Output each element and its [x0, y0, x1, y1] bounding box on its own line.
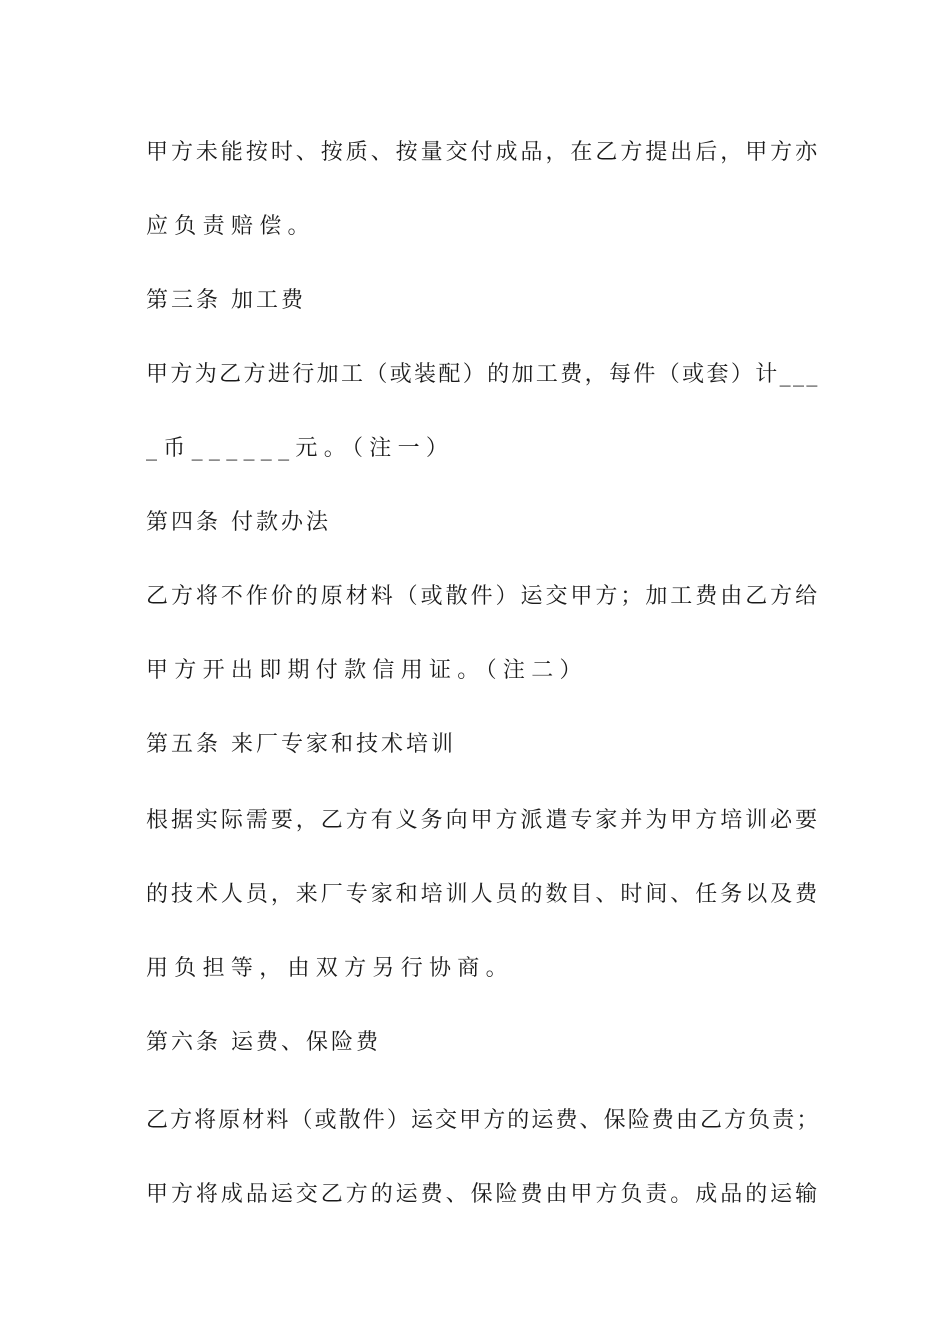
- paragraph-line: 应负责赔偿。: [146, 214, 316, 239]
- article-heading-6: 第六条 运费、保险费: [146, 1030, 381, 1055]
- paragraph-line: 甲方开出即期付款信用证。（注二）: [146, 658, 588, 683]
- paragraph-line: 甲方未能按时、按质、按量交付成品，在乙方提出后，甲方亦: [146, 140, 821, 165]
- paragraph-line: 根据实际需要，乙方有义务向甲方派遣专家并为甲方培训必要: [146, 808, 821, 833]
- paragraph-line: 乙方将原材料（或散件）运交甲方的运费、保险费由乙方负责；: [146, 1108, 821, 1133]
- paragraph-line: 乙方将不作价的原材料（或散件）运交甲方；加工费由乙方给: [146, 584, 821, 609]
- paragraph-line: 的技术人员，来厂专家和培训人员的数目、时间、任务以及费: [146, 882, 821, 907]
- article-heading-4: 第四条 付款办法: [146, 510, 331, 535]
- paragraph-line: 甲方将成品运交乙方的运费、保险费由甲方负责。成品的运输: [146, 1182, 821, 1207]
- paragraph-line: 甲方为乙方进行加工（或装配）的加工费，每件（或套）计___: [146, 362, 820, 387]
- paragraph-line: _币______元。（注一）: [146, 436, 455, 461]
- article-heading-3: 第三条 加工费: [146, 288, 306, 313]
- paragraph-line: 用负担等，由双方另行协商。: [146, 956, 514, 981]
- article-heading-5: 第五条 来厂专家和技术培训: [146, 732, 456, 757]
